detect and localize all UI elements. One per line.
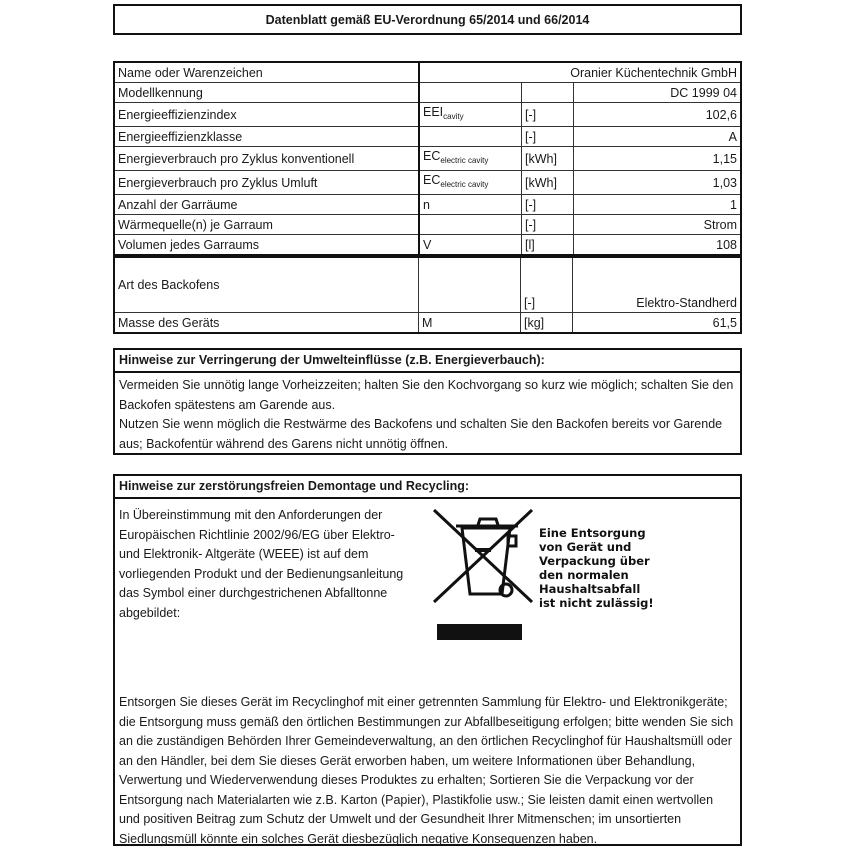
table-row bbox=[114, 127, 741, 147]
row-label: Modellkennung bbox=[114, 83, 419, 103]
recycling-body bbox=[119, 693, 736, 849]
text-line: ist nicht zulässig! bbox=[539, 596, 654, 610]
table-row bbox=[114, 62, 741, 83]
disposal-warning-text bbox=[539, 526, 654, 610]
title-text: Datenblatt gemäß EU-Verordnung 65/2014 und 66/2014 bbox=[265, 12, 590, 27]
table-row bbox=[114, 215, 741, 235]
text-line: In Übereinstimmung mit den Anforderungen der bbox=[119, 508, 383, 522]
row-symbol bbox=[419, 103, 522, 127]
row-symbol bbox=[419, 83, 522, 103]
symbol-subscript: electric cavity bbox=[440, 156, 489, 165]
row-symbol bbox=[419, 127, 522, 147]
crossed-out-wheelie-bin-icon bbox=[428, 506, 548, 606]
row-unit: [-] bbox=[522, 103, 574, 127]
environment-notes-box bbox=[113, 348, 742, 455]
row-value: Oranier Küchentechnik GmbH bbox=[419, 62, 741, 83]
row-value: 61,5 bbox=[573, 313, 742, 334]
symbol-main: EC bbox=[423, 149, 441, 163]
text-line: Entsorgen Sie dieses Gerät im Recyclinghof mit einer getrennten Sammlung für Elektro- und Elektronikgeräte; bbox=[119, 695, 728, 709]
row-label: Wärmequelle(n) je Garraum bbox=[114, 215, 419, 235]
row-value: Strom bbox=[574, 215, 742, 235]
row-value: 1,15 bbox=[574, 147, 742, 171]
row-unit: [kg] bbox=[521, 313, 573, 334]
table-row bbox=[114, 147, 741, 171]
text-line: aus; Backofentür während des Garens nicht unnötig öffnen. bbox=[119, 436, 449, 451]
text-line: vorliegenden Produkt und der Bedienungsanleitung bbox=[119, 566, 404, 581]
text-line: an den Händler, bei dem Sie dieses Gerät erworben haben, um weitere Informationen über Behandlung, bbox=[119, 753, 696, 768]
weee-bar-marker bbox=[437, 624, 522, 640]
table-row bbox=[114, 257, 741, 313]
row-label: Anzahl der Garräume bbox=[114, 195, 419, 215]
row-symbol bbox=[419, 171, 522, 195]
row-unit: [-] bbox=[521, 257, 573, 313]
text-line: und positiven Beitrag zum Schutz der Umwelt und der Gesundheit Ihrer Mitmenschen; im unsortierten bbox=[119, 812, 682, 826]
row-unit bbox=[522, 83, 574, 103]
text-line: Verwertung und Wiederverwendung dieses Produktes zu erhalten; Sortieren Sie die Verpackung vor der bbox=[119, 773, 694, 787]
table-row bbox=[114, 235, 741, 256]
row-label: Energieeffizienzklasse bbox=[114, 127, 419, 147]
symbol-main: EC bbox=[423, 173, 441, 187]
row-unit: [kWh] bbox=[522, 171, 574, 195]
text-line: Eine Entsorgung bbox=[539, 526, 646, 540]
row-value: 1,03 bbox=[574, 171, 742, 195]
row-unit: [kWh] bbox=[522, 147, 574, 171]
text-line: das Symbol einer durchgestrichenen Abfalltonne bbox=[119, 586, 388, 600]
row-label: Energieeffizienzindex bbox=[114, 103, 419, 127]
symbol-subscript: electric cavity bbox=[440, 180, 489, 189]
text-line: Entsorgung nach Materialarten wie z.B. Karton (Papier), Plastikfolie usw.; Sie leisten damit einen wertvollen bbox=[119, 792, 714, 807]
text-line: Nutzen Sie wenn möglich die Restwärme des Backofens und schalten Sie den Backofen bereits vor Garende bbox=[119, 417, 723, 431]
table-row bbox=[114, 83, 741, 103]
row-value: 108 bbox=[574, 235, 742, 256]
text-line: Haushaltsabfall bbox=[539, 582, 641, 596]
row-symbol: n bbox=[419, 195, 522, 215]
row-label: Art des Backofens bbox=[114, 257, 419, 313]
symbol-subscript: cavity bbox=[443, 112, 464, 121]
environment-heading: Hinweise zur Verringerung der Umwelteinflüsse (z.B. Energieverbauch): bbox=[115, 350, 740, 373]
text-line: Verpackung über bbox=[539, 554, 650, 568]
environment-body bbox=[115, 373, 740, 457]
symbol-main: EEI bbox=[423, 105, 444, 119]
text-line: an die zuständigen Behörden Ihrer Gemeindeverwaltung, an den örtlichen Recyclinghof für Haushaltsmüll oder bbox=[119, 734, 732, 748]
row-value: 1 bbox=[574, 195, 742, 215]
text-line: abgebildet: bbox=[119, 605, 181, 620]
text-line: Backofen spätestens am Garende aus. bbox=[119, 397, 336, 412]
row-unit: [-] bbox=[522, 195, 574, 215]
row-symbol bbox=[419, 147, 522, 171]
row-label: Masse des Geräts bbox=[114, 313, 419, 334]
row-label: Energieverbrauch pro Zyklus Umluft bbox=[114, 171, 419, 195]
row-value: Elektro-Standherd bbox=[573, 257, 742, 313]
row-label: Volumen jedes Garraums bbox=[114, 235, 419, 256]
row-unit: [-] bbox=[522, 215, 574, 235]
row-symbol: M bbox=[419, 313, 521, 334]
text-line: Europäischen Richtlinie 2002/96/EG über Elektro- bbox=[119, 527, 395, 542]
table-row bbox=[114, 313, 741, 334]
text-line: Siedlungsmüll könnte ein solches Gerät diesbezüglich negative Konsequenzen haben. bbox=[119, 831, 598, 846]
row-symbol: V bbox=[419, 235, 522, 256]
oven-type-table bbox=[113, 256, 742, 334]
row-value: 102,6 bbox=[574, 103, 742, 127]
row-unit: [l] bbox=[522, 235, 574, 256]
row-value: A bbox=[574, 127, 742, 147]
table-row bbox=[114, 171, 741, 195]
row-unit: [-] bbox=[522, 127, 574, 147]
row-symbol bbox=[419, 215, 522, 235]
table-row bbox=[114, 103, 741, 127]
table-row bbox=[114, 195, 741, 215]
datasheet-title bbox=[113, 4, 742, 35]
text-line: Vermeiden Sie unnötig lange Vorheizzeiten; halten Sie den Kochvorgang so kurz wie möglich; schalten Sie den bbox=[119, 378, 734, 392]
row-symbol bbox=[419, 257, 521, 313]
text-line: und Elektronik- Altgeräte (WEEE) ist auf dem bbox=[119, 547, 369, 561]
text-line: die Entsorgung muss gemäß den örtlichen Bestimmungen zur Abfallbeseitigung erfolgen; bitte wenden Sie sich bbox=[119, 714, 734, 729]
row-value: DC 1999 04 bbox=[574, 83, 742, 103]
text-line: den normalen bbox=[539, 568, 629, 582]
row-label: Energieverbrauch pro Zyklus konventionell bbox=[114, 147, 419, 171]
recycling-notes-box bbox=[113, 474, 742, 846]
text-line: von Gerät und bbox=[539, 540, 632, 554]
recycling-intro bbox=[119, 506, 419, 623]
row-label: Name oder Warenzeichen bbox=[114, 62, 419, 83]
energy-data-table bbox=[113, 61, 742, 256]
recycling-heading: Hinweise zur zerstörungsfreien Demontage und Recycling: bbox=[115, 476, 740, 499]
